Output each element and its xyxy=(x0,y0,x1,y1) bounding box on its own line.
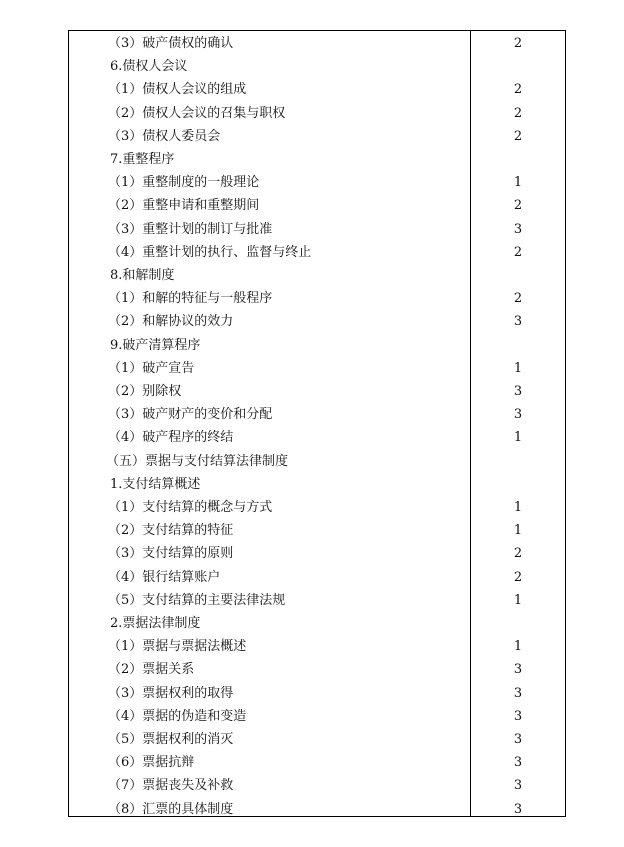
level-value: 1 xyxy=(513,360,523,376)
level-value: 2 xyxy=(513,569,523,585)
topic-item-label: （1）和解的特征与一般程序 xyxy=(108,291,273,307)
level-value: 3 xyxy=(513,685,523,701)
table-row xyxy=(69,171,565,194)
topic-heading-label: 1.支付结算概述 xyxy=(110,476,201,492)
topic-item-label: （1）支付结算的概念与方式 xyxy=(108,500,273,515)
table-row xyxy=(69,55,565,78)
topic-heading-label: （五）票据与支付结算法律制度 xyxy=(106,453,289,469)
topic-item-label: （3）破产债权的确认 xyxy=(108,36,234,51)
topic-item-label: （5）支付结算的主要法律法规 xyxy=(108,592,286,608)
table-row xyxy=(69,496,565,519)
table-row xyxy=(69,78,565,101)
table-row xyxy=(69,682,565,705)
level-value: 3 xyxy=(513,778,523,794)
level-value: 3 xyxy=(513,407,523,423)
level-value: 2 xyxy=(513,291,523,307)
table-row xyxy=(69,473,565,496)
syllabus-table xyxy=(68,30,566,817)
topic-heading-label: 9.破产清算程序 xyxy=(110,337,201,353)
table-row xyxy=(69,218,565,241)
table-row xyxy=(69,102,565,125)
table-row xyxy=(69,450,565,473)
topic-item-label: （8）汇票的具体制度 xyxy=(108,801,234,817)
topic-item-label: （5）票据权利的消灭 xyxy=(108,732,234,747)
topic-item-label: （1）重整制度的一般理论 xyxy=(108,175,260,191)
topic-item-label: （1）票据与票据法概述 xyxy=(108,639,247,655)
table-row xyxy=(69,542,565,565)
table-row xyxy=(69,403,565,426)
topic-item-label: （1）债权人会议的组成 xyxy=(108,82,247,98)
level-value: 3 xyxy=(513,314,523,330)
topic-item-label: （4）票据的伪造和变造 xyxy=(108,708,247,724)
topic-item-label: （4）破产程序的终结 xyxy=(108,430,234,446)
topic-item-label: （6）票据抗辩 xyxy=(108,755,195,771)
level-value: 3 xyxy=(513,384,523,399)
table-row xyxy=(69,589,565,612)
table-row xyxy=(69,612,565,635)
table-row xyxy=(69,357,565,380)
level-value: 1 xyxy=(513,592,523,608)
topic-heading-label: 2.票据法律制度 xyxy=(110,616,201,631)
table-row xyxy=(69,751,565,774)
level-value: 1 xyxy=(513,430,523,446)
level-value: 2 xyxy=(513,82,523,98)
level-value: 3 xyxy=(513,662,523,678)
table-row xyxy=(69,566,565,589)
level-value: 1 xyxy=(513,639,523,655)
level-value: 2 xyxy=(513,128,523,144)
topic-item-label: （4）银行结算账户 xyxy=(108,569,221,585)
table-row xyxy=(69,705,565,728)
table-row xyxy=(69,194,565,217)
table-row xyxy=(69,264,565,287)
table-row xyxy=(69,658,565,681)
topic-item-label: （2）重整申请和重整期间 xyxy=(108,198,260,214)
table-row xyxy=(69,125,565,148)
level-value: 2 xyxy=(513,546,523,562)
topic-item-label: （3）债权人委员会 xyxy=(108,128,221,144)
table-row xyxy=(69,32,565,55)
topic-item-label: （3）破产财产的变价和分配 xyxy=(108,407,273,423)
table-row xyxy=(69,728,565,751)
table-row xyxy=(69,635,565,658)
topic-item-label: （1）破产宣告 xyxy=(108,360,195,376)
level-value: 1 xyxy=(513,500,523,515)
topic-item-label: （2）支付结算的特征 xyxy=(108,523,234,539)
level-value: 3 xyxy=(513,801,523,817)
topic-heading-label: 6.债权人会议 xyxy=(110,59,188,75)
level-value: 3 xyxy=(513,708,523,724)
topic-item-label: （2）别除权 xyxy=(108,384,182,399)
level-value: 3 xyxy=(513,221,523,237)
level-value: 2 xyxy=(513,244,523,260)
level-value: 3 xyxy=(513,732,523,747)
topic-item-label: （4）重整计划的执行、监督与终止 xyxy=(108,244,312,260)
table-row xyxy=(69,310,565,333)
topic-item-label: （3）支付结算的原则 xyxy=(108,546,234,562)
level-value: 2 xyxy=(513,105,523,121)
topic-item-label: （2）票据关系 xyxy=(108,662,195,678)
topic-item-label: （2）债权人会议的召集与职权 xyxy=(108,105,286,121)
level-value: 1 xyxy=(513,175,523,191)
topic-heading-label: 7.重整程序 xyxy=(110,152,175,167)
table-row xyxy=(69,519,565,542)
level-value: 2 xyxy=(513,198,523,214)
table-row xyxy=(69,798,565,821)
level-value: 2 xyxy=(513,36,523,51)
table-row xyxy=(69,241,565,264)
table-row xyxy=(69,426,565,449)
table-row xyxy=(69,380,565,403)
table-row xyxy=(69,148,565,171)
table-row xyxy=(69,334,565,357)
level-value: 3 xyxy=(513,755,523,771)
topic-item-label: （3）重整计划的制订与批准 xyxy=(108,221,273,237)
topic-heading-label: 8.和解制度 xyxy=(110,268,175,283)
topic-item-label: （2）和解协议的效力 xyxy=(108,314,234,330)
table-row xyxy=(69,287,565,310)
level-value: 1 xyxy=(513,523,523,539)
topic-item-label: （3）票据权利的取得 xyxy=(108,685,234,701)
table-row xyxy=(69,774,565,797)
topic-item-label: （7）票据丧失及补救 xyxy=(108,778,234,794)
